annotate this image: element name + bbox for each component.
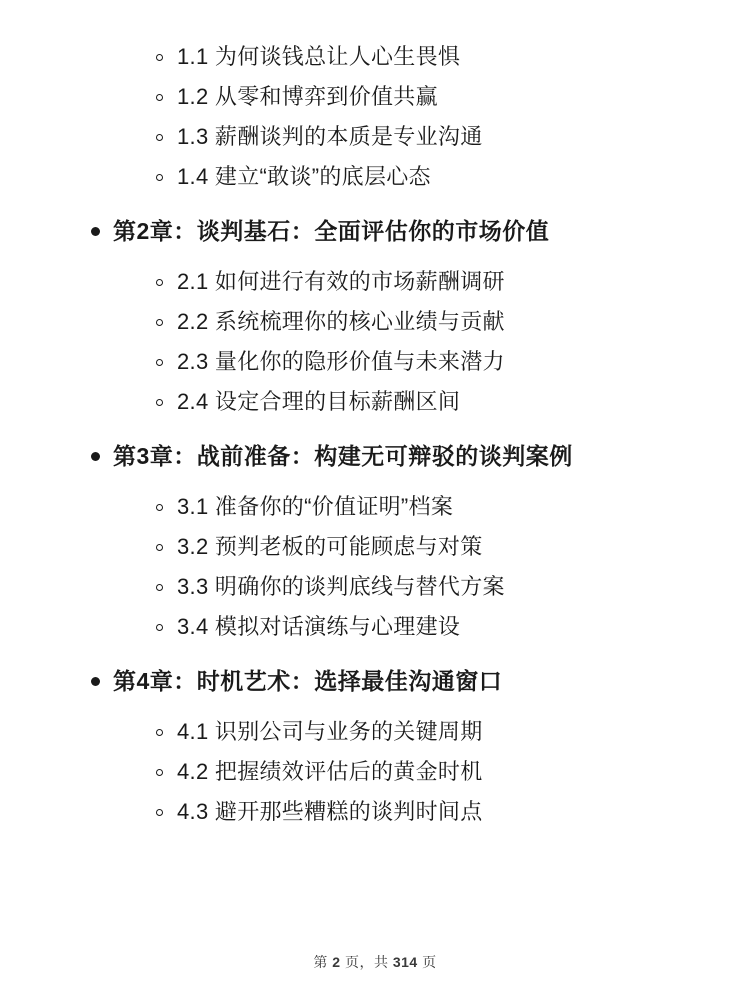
toc-entry-label: 4.1 识别公司与业务的关键周期 — [177, 718, 483, 744]
footer-middle: 页，共 — [344, 954, 389, 970]
toc-entry-label: 4.3 避开那些糟糕的谈判时间点 — [177, 798, 483, 824]
footer-suffix: 页 — [422, 954, 437, 970]
filled-bullet-icon — [91, 227, 100, 236]
filled-bullet-icon — [91, 452, 100, 461]
filled-bullet-icon — [91, 677, 100, 686]
spacer — [55, 650, 695, 664]
hollow-bullet-icon — [156, 319, 163, 326]
toc-section-entry[interactable] — [55, 40, 695, 74]
toc-section-entry[interactable] — [55, 755, 695, 789]
spacer — [55, 425, 695, 439]
toc-entry-label: 1.2 从零和博弈到价值共赢 — [177, 84, 438, 110]
toc-section-entry[interactable] — [55, 120, 695, 154]
spacer — [55, 200, 695, 214]
hollow-bullet-icon — [156, 94, 163, 101]
toc-entry-label: 2.4 设定合理的目标薪酬区间 — [177, 389, 461, 415]
table-of-contents — [55, 40, 695, 829]
hollow-bullet-icon — [156, 544, 163, 551]
toc-entry-label: 4.2 把握绩效评估后的黄金时机 — [177, 758, 483, 784]
toc-section-entry[interactable] — [55, 305, 695, 339]
toc-section-entry[interactable] — [55, 715, 695, 749]
hollow-bullet-icon — [156, 769, 163, 776]
toc-entry-label: 1.3 薪酬谈判的本质是专业沟通 — [177, 124, 483, 150]
toc-chapter-entry[interactable] — [55, 214, 695, 249]
page-footer — [0, 952, 750, 972]
toc-section-entry[interactable] — [55, 490, 695, 524]
toc-entry-label: 2.2 系统梳理你的核心业绩与贡献 — [177, 308, 505, 334]
toc-entry-label: 3.2 预判老板的可能顾虑与对策 — [177, 533, 483, 559]
toc-section-entry[interactable] — [55, 570, 695, 604]
footer-total-pages: 314 — [392, 954, 418, 970]
toc-entry-label: 1.1 为何谈钱总让人心生畏惧 — [177, 44, 461, 69]
spacer — [55, 480, 695, 490]
hollow-bullet-icon — [156, 54, 163, 61]
hollow-bullet-icon — [156, 399, 163, 406]
hollow-bullet-icon — [156, 279, 163, 286]
hollow-bullet-icon — [156, 359, 163, 366]
toc-chapter-entry[interactable] — [55, 664, 695, 699]
toc-section-entry[interactable] — [55, 610, 695, 644]
toc-entry-label: 2.1 如何进行有效的市场薪酬调研 — [177, 268, 505, 294]
footer-current-page: 2 — [332, 954, 341, 970]
toc-chapter-entry[interactable] — [55, 439, 695, 474]
footer-prefix: 第 — [313, 954, 328, 970]
toc-section-entry[interactable] — [55, 345, 695, 379]
hollow-bullet-icon — [156, 174, 163, 181]
hollow-bullet-icon — [156, 504, 163, 511]
toc-section-entry[interactable] — [55, 530, 695, 564]
hollow-bullet-icon — [156, 624, 163, 631]
toc-entry-label: 1.4 建立“敢谈”的底层心态 — [177, 164, 431, 190]
hollow-bullet-icon — [156, 134, 163, 141]
toc-entry-label: 第2章：谈判基石：全面评估你的市场价值 — [113, 218, 550, 245]
hollow-bullet-icon — [156, 809, 163, 816]
toc-section-entry[interactable] — [55, 80, 695, 114]
hollow-bullet-icon — [156, 584, 163, 591]
toc-entry-label: 第3章：战前准备：构建无可辩驳的谈判案例 — [113, 443, 573, 470]
toc-entry-label: 3.1 准备你的“价值证明”档案 — [177, 493, 454, 519]
toc-section-entry[interactable] — [55, 265, 695, 299]
toc-section-entry[interactable] — [55, 160, 695, 194]
toc-section-entry[interactable] — [55, 385, 695, 419]
toc-entry-label: 2.3 量化你的隐形价值与未来潜力 — [177, 349, 505, 375]
toc-entry-label: 3.4 模拟对话演练与心理建设 — [177, 614, 461, 640]
spacer — [55, 255, 695, 265]
spacer — [55, 705, 695, 715]
toc-section-entry[interactable] — [55, 795, 695, 829]
toc-entry-label: 第4章：时机艺术：选择最佳沟通窗口 — [113, 668, 503, 695]
toc-entry-label: 3.3 明确你的谈判底线与替代方案 — [177, 573, 505, 599]
hollow-bullet-icon — [156, 729, 163, 736]
